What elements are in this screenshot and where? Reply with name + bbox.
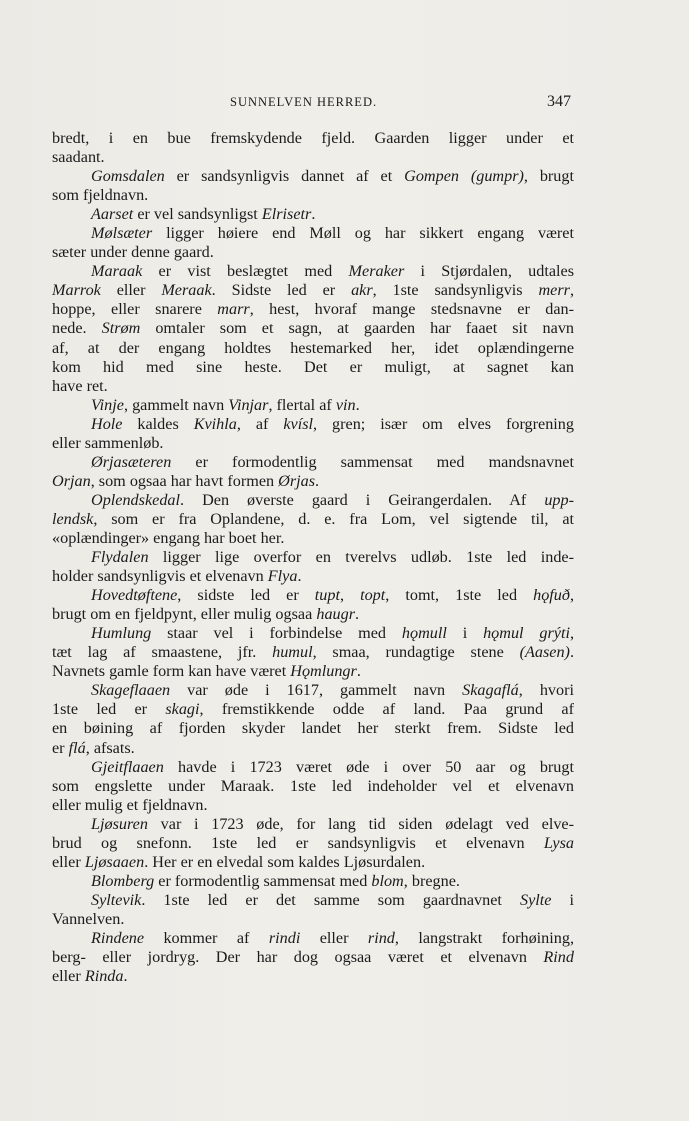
text-run: er formodentlig sammensat med	[154, 871, 372, 890]
italic-term: Elrisetr	[261, 205, 312, 224]
text-line	[52, 910, 574, 929]
text-line	[52, 605, 574, 624]
text-line	[52, 662, 574, 681]
italic-term: Vinjar	[228, 395, 269, 414]
text-line	[52, 243, 574, 262]
text-run: staar vel i forbindelse med	[151, 624, 402, 643]
italic-term: upp-	[544, 490, 574, 509]
text-run: nede.	[52, 319, 102, 338]
text-line	[52, 719, 574, 738]
page-header	[52, 93, 576, 113]
text-line	[52, 415, 574, 434]
italic-term: lendsk	[52, 509, 94, 528]
italic-term: Flydalen	[91, 548, 149, 567]
italic-term: Vinje	[91, 395, 124, 414]
italic-term: rind	[367, 928, 395, 947]
paragraph-entry	[52, 929, 574, 986]
text-run: eller	[52, 967, 85, 986]
text-run: eller	[52, 852, 85, 871]
italic-term: Ørjas	[278, 471, 316, 490]
text-run: havde i 1723 været øde i over 50 aar og brugt	[163, 757, 574, 776]
text-line	[52, 491, 574, 510]
text-run: eller	[100, 281, 162, 300]
text-run: , som ogsaa har havt formen	[90, 471, 279, 490]
text-run: .	[311, 205, 316, 224]
text-run: ,	[569, 586, 574, 605]
italic-term: (Aasen)	[519, 643, 570, 662]
text-run: ligger høiere end Møll og har sikkert engang været	[152, 224, 574, 243]
text-run: «oplændinger» engang har boet her.	[52, 528, 285, 547]
italic-term: Rind	[543, 948, 574, 967]
text-run: .	[297, 567, 302, 586]
italic-term: Blomberg	[91, 871, 155, 890]
italic-term: Gjeitflaaen	[91, 757, 164, 776]
text-run: var øde i 1617, gammelt navn	[170, 681, 463, 700]
italic-term: Meraker	[348, 262, 405, 281]
text-line	[52, 739, 574, 758]
paragraph-entry	[52, 872, 574, 891]
text-run: eller	[300, 928, 368, 947]
text-run: berg- eller jordryg. Der har dog ogsaa været et elvenavn	[52, 948, 544, 967]
text-run: , tomt, 1ste led	[385, 586, 534, 605]
text-run: kaldes	[122, 414, 194, 433]
text-run: , 1ste sandsynligvis	[372, 281, 539, 300]
text-line	[52, 129, 574, 148]
paragraph-entry	[52, 396, 574, 415]
paragraph-entry	[52, 224, 574, 262]
text-line	[52, 281, 574, 300]
text-run: . Her er en elvedal som kaldes Ljøsurdalen.	[144, 852, 426, 871]
paragraph-entry	[52, 167, 574, 205]
text-run: , fremstikkende odde af land. Paa grund af	[199, 700, 574, 719]
italic-term: Marrok	[52, 281, 101, 300]
text-run: ligger lige overfor en tverelvs udløb. 1ste led inde-	[148, 548, 574, 567]
text-run: hoppe, eller snarere	[52, 300, 218, 319]
text-line	[52, 319, 574, 338]
text-run: kom hid med sine heste. Det er muligt, at sagnet kan	[52, 357, 574, 376]
text-run: 1ste led er	[52, 700, 166, 719]
text-run: i	[551, 890, 574, 909]
text-run: en bøining af fjorden skyder landet her sterkt frem. Sidste led	[52, 719, 574, 738]
text-line	[52, 548, 574, 567]
page-number: 347	[547, 93, 571, 110]
text-line	[52, 396, 574, 415]
text-line	[52, 300, 574, 319]
paragraph-entry	[52, 453, 574, 491]
text-run: , bregne.	[403, 871, 460, 890]
italic-term: skagi	[165, 700, 200, 719]
italic-term: merr	[538, 281, 570, 300]
italic-term: Skageflaaen	[91, 681, 171, 700]
italic-term: Strøm	[101, 319, 141, 338]
text-run: , hest, hvoraf mange stedsnavne er dan-	[249, 300, 574, 319]
text-run: have ret.	[52, 376, 108, 395]
italic-term: Ljøsuren	[91, 814, 148, 833]
italic-term: Syltevik	[91, 890, 142, 909]
text-line	[52, 834, 574, 853]
text-run: , afsats.	[85, 738, 135, 757]
text-run: brugt om en fjeldpynt, eller mulig ogsaa	[52, 605, 317, 624]
italic-term: Hǫmlungr	[290, 662, 357, 681]
text-line	[52, 453, 574, 472]
italic-term: Kvihla	[193, 414, 237, 433]
text-run: som engslette under Maraak. 1ste led indeholder vel et elvenavn	[52, 776, 574, 795]
text-run: i Stjørdalen, udtales	[404, 262, 574, 281]
text-run: som fjeldnavn.	[52, 186, 149, 205]
italic-term: Ørjasæteren	[91, 452, 172, 471]
paragraph-entry	[52, 262, 574, 395]
text-line	[52, 377, 574, 396]
text-line	[52, 529, 574, 548]
text-run: .	[569, 643, 574, 662]
italic-term: tupt	[314, 586, 340, 605]
paragraph-entry	[52, 586, 574, 624]
paragraph-entry	[52, 815, 574, 872]
text-run: er	[52, 738, 69, 757]
text-run: , langstrakt forhøining,	[394, 928, 574, 947]
text-run: , gren; især om elves forgrening	[313, 414, 574, 433]
text-line	[52, 891, 574, 910]
text-line	[52, 186, 574, 205]
text-line	[52, 358, 574, 377]
italic-term: vin	[335, 395, 356, 414]
italic-term: Sylte	[519, 890, 552, 909]
italic-term: flá	[68, 738, 86, 757]
text-line	[52, 777, 574, 796]
paragraph-entry	[52, 891, 574, 929]
text-run: ,	[569, 624, 574, 643]
text-run: .	[315, 471, 320, 490]
text-run: , brugt	[523, 167, 574, 186]
text-run: Navnets gamle form kan have været	[52, 662, 291, 681]
text-run: , som er fra Oplandene, d. e. fra Lom, vel sigtende til, at	[93, 509, 574, 528]
italic-term: haugr	[316, 605, 356, 624]
text-run: sæter under denne gaard.	[52, 243, 214, 262]
text-line	[52, 758, 574, 777]
text-run: , flertal af	[268, 395, 336, 414]
text-line	[52, 872, 574, 891]
text-line	[52, 339, 574, 358]
text-run: omtaler som et sagn, at gaarden har faaet sit navn	[140, 319, 574, 338]
italic-term: Hole	[91, 414, 123, 433]
italic-term: marr	[217, 300, 250, 319]
text-line	[52, 624, 574, 643]
text-line	[52, 167, 574, 186]
italic-term: hǫmul grýti	[483, 624, 570, 643]
italic-term: Rinda	[84, 967, 124, 986]
italic-term: Gomsdalen	[91, 167, 165, 186]
paragraph-entry	[52, 681, 574, 757]
italic-term: topt	[360, 586, 386, 605]
text-run: i	[446, 624, 484, 643]
text-run: . Den øverste gaard i Geirangerdalen. Af	[180, 490, 545, 509]
italic-term: kvísl	[283, 414, 314, 433]
text-line	[52, 567, 574, 586]
text-run: ,	[339, 586, 361, 605]
text-run: , hvori	[518, 681, 574, 700]
text-run: .	[356, 662, 361, 681]
italic-term: Rindene	[91, 928, 145, 947]
text-line	[52, 700, 574, 719]
text-run: , smaa, rundagtige stene	[312, 643, 520, 662]
italic-term: Hovedtøftene	[91, 586, 178, 605]
text-line	[52, 643, 574, 662]
paragraph-entry	[52, 205, 574, 224]
italic-term: Skagaflá	[462, 681, 519, 700]
text-run: holder sandsynligvis et elvenavn	[52, 567, 268, 586]
text-run: tæt lag af smaastene, jfr.	[52, 643, 273, 662]
text-run: er vist beslægtet med	[142, 262, 349, 281]
text-run: eller sammenløb.	[52, 433, 164, 452]
italic-term: Aarset	[91, 205, 134, 224]
italic-term: Humlung	[91, 624, 152, 643]
text-line	[52, 262, 574, 281]
text-run: .	[355, 395, 360, 414]
text-run: ,	[569, 281, 574, 300]
text-line	[52, 148, 574, 167]
italic-term: Ljøsaaen	[84, 852, 145, 871]
italic-term: akr	[351, 281, 373, 300]
text-line	[52, 796, 574, 815]
text-run: af, at der engang holdtes hestemarked her, idet oplændingerne	[52, 338, 574, 357]
text-line	[52, 224, 574, 243]
text-line	[52, 205, 574, 224]
text-run: saadant.	[52, 148, 105, 167]
text-run: er sandsynligvis dannet af et	[164, 167, 405, 186]
text-line	[52, 472, 574, 491]
text-run: kommer af	[144, 928, 269, 947]
text-run: bredt, i en bue fremskydende fjeld. Gaarden ligger under et	[52, 129, 574, 147]
italic-term: Gompen (gumpr)	[404, 167, 524, 186]
text-line	[52, 853, 574, 872]
italic-term: blom	[371, 871, 404, 890]
text-line	[52, 510, 574, 529]
text-run: . 1ste led er det samme som gaardnavnet	[141, 890, 520, 909]
text-line	[52, 815, 574, 834]
paragraph-entry	[52, 491, 574, 548]
italic-term: humul	[272, 643, 313, 662]
italic-term: Orjan	[52, 471, 91, 490]
text-run: eller mulig et fjeldnavn.	[52, 795, 208, 814]
running-head: SUNNELVEN HERRED.	[230, 95, 378, 109]
paragraph-entry	[52, 624, 574, 681]
text-run: er formodentlig sammensat med mandsnavnet	[171, 452, 574, 471]
text-line	[52, 929, 574, 948]
text-run: . Sidste led er	[211, 281, 352, 300]
text-run: brud og snefonn. 1ste led er sandsynligvis et elvenavn	[52, 833, 544, 852]
text-line	[52, 967, 574, 986]
text-line	[52, 948, 574, 967]
italic-term: Meraak	[161, 281, 212, 300]
text-run: .	[355, 605, 360, 624]
body-text	[52, 129, 574, 986]
paragraph-entry	[52, 415, 574, 453]
italic-term: Flya	[267, 567, 298, 586]
text-line	[52, 586, 574, 605]
text-run: , af	[236, 414, 284, 433]
text-run: Vannelven.	[52, 909, 125, 928]
italic-term: Mølsæter	[91, 224, 153, 243]
paragraph-entry	[52, 758, 574, 815]
text-run: var i 1723 øde, for lang tid siden ødelagt ved elve-	[147, 814, 574, 833]
italic-term: Maraak	[91, 262, 143, 281]
text-line	[52, 434, 574, 453]
text-run: er vel sandsynligst	[133, 205, 262, 224]
text-run: .	[123, 967, 128, 986]
text-run: , sidste led er	[177, 586, 315, 605]
text-run: , gammelt navn	[123, 395, 229, 414]
italic-term: Lysa	[543, 833, 574, 852]
paragraph-entry	[52, 548, 574, 586]
paragraph-continuation	[52, 129, 574, 167]
italic-term: hǫmull	[401, 624, 447, 643]
text-line	[52, 681, 574, 700]
italic-term: Oplendskedal	[91, 490, 181, 509]
italic-term: rindi	[268, 928, 301, 947]
italic-term: hǫfuð	[533, 586, 570, 605]
